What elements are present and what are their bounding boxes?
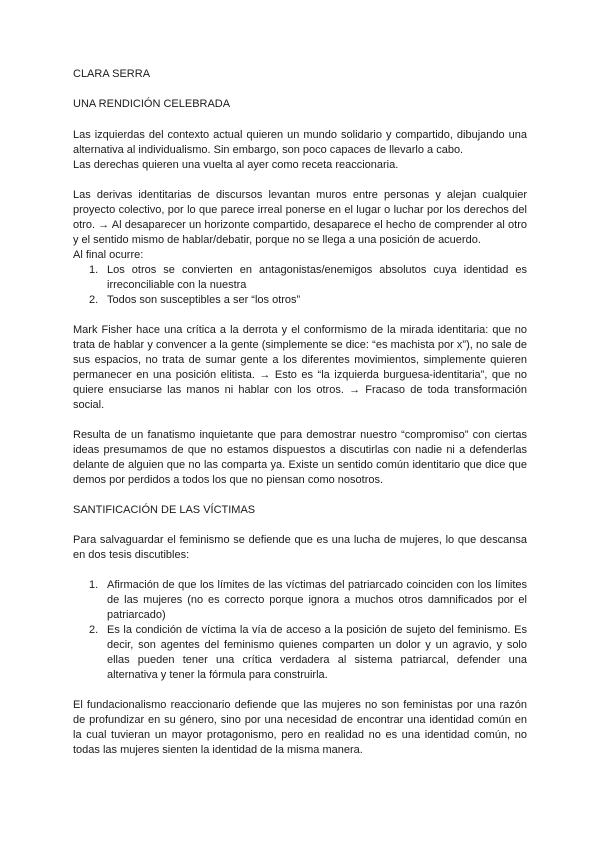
list-item bbox=[73, 623, 527, 683]
list-item bbox=[73, 263, 527, 293]
derivas-paragraph: Las derivas identitarias de discursos levantan muros entre personas y alejan cualquier proyecto colectivo, por lo que parece irreal ponerse en el lugar o luchar por los derechos del otro. → Al desaparecer un horizonte compartido, desaparece el hecho de comprender al otro y el sentido mismo de hablar/debatir, porque no se llega a una posición de acuerdo. bbox=[73, 189, 527, 246]
article-title: UNA RENDICIÓN CELEBRADA bbox=[73, 98, 231, 110]
fisher-paragraph: Mark Fisher hace una crítica a la derrota y el conformismo de la mirada identitaria: que no trata de hablar y convencer a la gente (simplemente se dice: “es machista por x”), no sale de sus espacios, no trata de sumar gente a los diferentes movimientos, simplemente quieren permanecer en una posición elitista. → Esto es “la izquierda burguesa-identitaria”, que no quiere ensuciarse las manos ni hablar con los otros. → Fracaso de toda transformación social. bbox=[73, 324, 527, 411]
section-intro: Para salvaguardar el feminismo se defiende que es una lucha de mujeres, lo que descansa en dos tesis discutibles: bbox=[73, 534, 527, 561]
list-number: 1. bbox=[89, 579, 99, 591]
list-text: Afirmación de que los límites de las víctimas del patriarcado coinciden con los límites de las mujeres (no es correcto porque ignora a muchos otros damnificados por el patriarcado) bbox=[107, 579, 527, 621]
author-name: CLARA SERRA bbox=[73, 68, 151, 80]
list-text: Todos son susceptibles a ser “los otros” bbox=[107, 294, 301, 306]
list-number: 1. bbox=[89, 264, 99, 276]
document-body bbox=[73, 67, 527, 758]
list-text: Es la condición de víctima la vía de acceso a la posición de sujeto del feminismo. Es decir, son agentes del feminismo quienes comparten un dolor y un agravio, y solo ellas pueden tener una crítica verdadera al sistema patriarcal, defender una alternativa y tener la fórmula para construirla. bbox=[107, 624, 527, 681]
list-number: 2. bbox=[89, 624, 99, 636]
list-item bbox=[73, 293, 527, 308]
list-number: 2. bbox=[89, 294, 99, 306]
section-title: SANTIFICACIÓN DE LAS VÍCTIMAS bbox=[73, 504, 256, 516]
list-text: Los otros se convierten en antagonistas/enemigos absolutos cuya identidad es irreconciliable con la nuestra bbox=[107, 264, 527, 291]
derivas-list bbox=[73, 263, 527, 308]
victimas-list bbox=[73, 578, 527, 683]
derivas-lead: Al final ocurre: bbox=[73, 249, 144, 261]
intro-paragraph-1: Las izquierdas del contexto actual quieren un mundo solidario y compartido, dibujando una alternativa al individualismo. Sin embargo, son poco capaces de llevarlo a cabo. bbox=[73, 129, 527, 156]
closing-paragraph: El fundacionalismo reaccionario defiende que las mujeres no son feministas por una razón de profundizar en su género, sino por una necesidad de encontrar una identidad común en la cual tuvieran un mayor protagonismo, pero en realidad no es una identidad común, no todas las mujeres sienten la identidad de la misma manera. bbox=[73, 699, 527, 756]
intro-paragraph-2: Las derechas quieren una vuelta al ayer como receta reaccionaria. bbox=[73, 159, 399, 171]
fanatismo-paragraph: Resulta de un fanatismo inquietante que para demostrar nuestro “compromiso” con ciertas ideas presumamos de que no estamos dispuestos a discutirlas con nadie ni a defenderlas delante de alguien que no las comparta ya. Existe un sentido común identitario que dice que demos por perdidos a todos los que no piensan como nosotros. bbox=[73, 429, 527, 486]
list-item bbox=[73, 578, 527, 623]
